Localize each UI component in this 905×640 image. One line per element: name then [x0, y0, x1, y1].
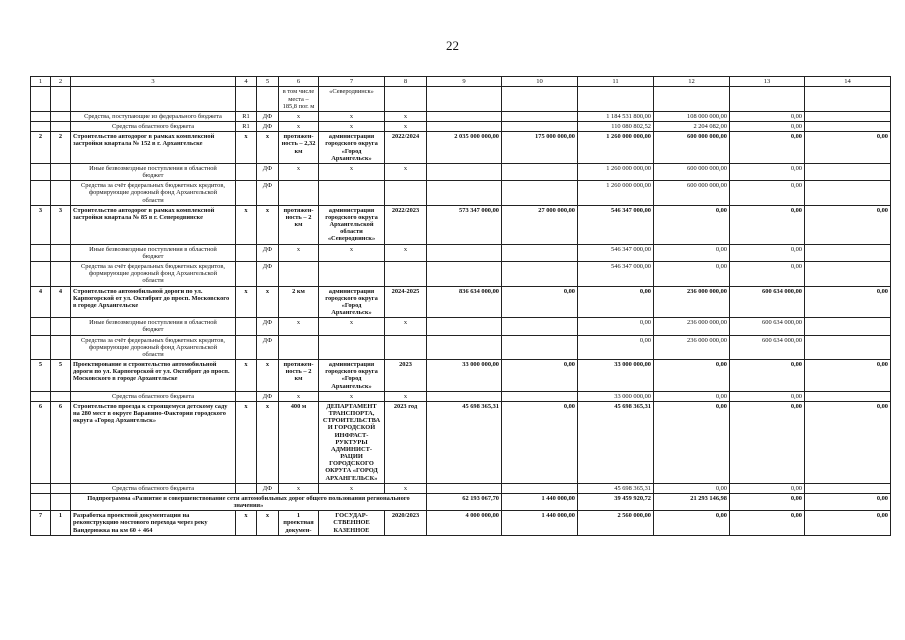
cell-code-r	[236, 391, 257, 401]
cell-description: Иные безвозмездные поступления в областной бюджет	[71, 163, 236, 180]
cell-description: Средства областного бюджета	[71, 391, 236, 401]
cell-year-5: 0,00	[805, 132, 891, 164]
cell-year-5	[805, 318, 891, 335]
cell-year-1: 0,00	[502, 286, 578, 318]
subprogram-label: Подпрограмма «Развитие и совершенствование сети автомобильных дорог общего пользования регионального значения»	[71, 493, 427, 510]
cell-year-3: 600 000 000,00	[654, 132, 730, 164]
cell-year-2: 546 347 000,00	[578, 261, 654, 286]
cell-year-2: 0,00	[578, 286, 654, 318]
cell-code-r: R1	[236, 111, 257, 121]
column-number-3: 3	[71, 77, 236, 87]
cell-no: 7	[31, 511, 51, 536]
cell-no	[31, 391, 51, 401]
cell-period: 2020/2023	[385, 511, 427, 536]
cell-year-2: 2 560 000,00	[578, 511, 654, 536]
table-row-item	[31, 511, 891, 536]
cell-no	[31, 111, 51, 121]
subprogram-value: 0,00	[805, 493, 891, 510]
cell-year-4: 0,00	[730, 181, 805, 206]
cell-period: х	[385, 111, 427, 121]
cell-year-3: 236 000 000,00	[654, 286, 730, 318]
column-number-13: 13	[730, 77, 805, 87]
cell-code-r	[236, 244, 257, 261]
cell-year-3: 0,00	[654, 401, 730, 483]
cell-total: 573 347 000,00	[427, 205, 502, 244]
cell-period: х	[385, 163, 427, 180]
cell-year-5	[805, 181, 891, 206]
cell-year-1: 0,00	[502, 360, 578, 392]
cell-total	[427, 111, 502, 121]
cell-year-3: 2 204 082,00	[654, 122, 730, 132]
cell-capacity	[279, 261, 319, 286]
cell-code-r: R1	[236, 122, 257, 132]
cell-description: Средства областного бюджета	[71, 483, 236, 493]
table-row-source	[31, 163, 891, 180]
cell-year-5	[805, 122, 891, 132]
cell-year-3: 236 000 000,00	[654, 335, 730, 360]
cell-capacity: х	[279, 391, 319, 401]
cell-capacity: х	[279, 483, 319, 493]
cell-year-1	[502, 122, 578, 132]
cell-year-2	[578, 87, 654, 112]
cell-source: х	[257, 286, 279, 318]
cell-year-1	[502, 483, 578, 493]
cell-year-3: 600 000 000,00	[654, 181, 730, 206]
cell-year-4: 0,00	[730, 483, 805, 493]
cell-year-1: 175 000 000,00	[502, 132, 578, 164]
cell-year-1: 0,00	[502, 401, 578, 483]
cell-year-2: 546 347 000,00	[578, 244, 654, 261]
cell-executor	[319, 261, 385, 286]
cell-year-4: 600 634 000,00	[730, 335, 805, 360]
cell-sub-no	[51, 391, 71, 401]
cell-capacity: х	[279, 244, 319, 261]
cell-sub-no: 4	[51, 286, 71, 318]
page-number: 22	[446, 38, 459, 53]
cell-period: х	[385, 391, 427, 401]
cell-description: Средства областного бюджета	[71, 122, 236, 132]
cell-year-5	[805, 87, 891, 112]
cell-total	[427, 244, 502, 261]
cell-source: ДФ	[257, 261, 279, 286]
cell-year-1: 1 440 000,00	[502, 511, 578, 536]
subprogram-row	[31, 493, 891, 510]
cell-executor: х	[319, 163, 385, 180]
column-number-14: 14	[805, 77, 891, 87]
cell-description: Средства за счёт федеральных бюджетных кредитов, формирующие дорожный фонд Архангельской области	[71, 335, 236, 360]
cell-total	[427, 87, 502, 112]
cell-year-2: 1 260 000 000,00	[578, 181, 654, 206]
table-row-source	[31, 318, 891, 335]
table-row-source	[31, 244, 891, 261]
cell-total	[427, 181, 502, 206]
cell-source	[257, 87, 279, 112]
cell-capacity: в том числе места – 185,8 пог. м	[279, 87, 319, 112]
cell-year-5	[805, 261, 891, 286]
cell-period: х	[385, 122, 427, 132]
cell-description	[71, 87, 236, 112]
cell-code-r	[236, 181, 257, 206]
cell-year-3: 108 000 000,00	[654, 111, 730, 121]
cell-description: Строительство проезда к строящемуся детскому саду на 280 мест в округе Варавино-Фактория городского округа «Город Архангельск»	[71, 401, 236, 483]
cell-total: 2 035 000 000,00	[427, 132, 502, 164]
cell-executor: х	[319, 122, 385, 132]
cell-code-r	[236, 87, 257, 112]
cell-no	[31, 335, 51, 360]
cell-source: х	[257, 132, 279, 164]
cell-year-4: 0,00	[730, 401, 805, 483]
cell-source: х	[257, 205, 279, 244]
cell-empty	[31, 493, 51, 510]
cell-sub-no: 6	[51, 401, 71, 483]
cell-no	[31, 122, 51, 132]
cell-sub-no	[51, 261, 71, 286]
cell-year-2: 45 698 365,31	[578, 483, 654, 493]
cell-year-5	[805, 244, 891, 261]
cell-no	[31, 318, 51, 335]
column-number-2: 2	[51, 77, 71, 87]
cell-code-r	[236, 483, 257, 493]
subprogram-value: 1 440 000,00	[502, 493, 578, 510]
cell-year-2: 1 260 000 000,00	[578, 163, 654, 180]
cell-year-3: 0,00	[654, 391, 730, 401]
cell-year-2: 45 698 365,31	[578, 401, 654, 483]
cell-year-4: 0,00	[730, 391, 805, 401]
cell-total	[427, 483, 502, 493]
cell-year-1	[502, 318, 578, 335]
column-number-12: 12	[654, 77, 730, 87]
table-row-source	[31, 111, 891, 121]
cell-year-1	[502, 181, 578, 206]
cell-year-4	[730, 87, 805, 112]
cell-year-1	[502, 391, 578, 401]
cell-year-4: 0,00	[730, 360, 805, 392]
cell-source: ДФ	[257, 244, 279, 261]
cell-year-2: 1 260 000 000,00	[578, 132, 654, 164]
cell-year-4: 600 634 000,00	[730, 286, 805, 318]
cell-period: х	[385, 244, 427, 261]
cell-description: Средства, поступающие из федерального бюджета	[71, 111, 236, 121]
cell-capacity: х	[279, 163, 319, 180]
cell-executor: х	[319, 111, 385, 121]
cell-year-4: 0,00	[730, 111, 805, 121]
table-row-item	[31, 360, 891, 392]
cell-description: Проектирование и строительство автомобильной дороги по ул. Карпогорской от ул. Октябрят до просп. Московского в городе Архангельске	[71, 360, 236, 392]
cell-executor: администрация городского округа «Город Архангельск»	[319, 360, 385, 392]
table-row-source	[31, 483, 891, 493]
cell-source: ДФ	[257, 181, 279, 206]
cell-sub-no	[51, 87, 71, 112]
cell-description: Строительство автодорог в рамках комплексной застройки квартала № 85 в г. Северодвинске	[71, 205, 236, 244]
cell-year-2: 33 000 000,00	[578, 360, 654, 392]
cell-year-2: 0,00	[578, 335, 654, 360]
cell-source: х	[257, 401, 279, 483]
cell-capacity: 400 м	[279, 401, 319, 483]
cell-year-5: 0,00	[805, 286, 891, 318]
cell-sub-no	[51, 111, 71, 121]
cell-source: ДФ	[257, 122, 279, 132]
cell-executor: администрация городского округа Архангельской области «Северодвинск»	[319, 205, 385, 244]
cell-executor: х	[319, 483, 385, 493]
cell-year-2: 1 184 531 800,00	[578, 111, 654, 121]
cell-executor: администрация городского округа «Город Архангельск»	[319, 286, 385, 318]
cell-year-5	[805, 391, 891, 401]
cell-total	[427, 122, 502, 132]
cell-year-3	[654, 87, 730, 112]
cell-source: х	[257, 360, 279, 392]
cell-total	[427, 335, 502, 360]
cell-source: ДФ	[257, 318, 279, 335]
cell-total: 45 698 365,31	[427, 401, 502, 483]
cell-year-3: 600 000 000,00	[654, 163, 730, 180]
cell-year-4: 0,00	[730, 163, 805, 180]
cell-period: х	[385, 483, 427, 493]
cell-capacity: 1 проектная докумен-	[279, 511, 319, 536]
cell-sub-no	[51, 163, 71, 180]
cell-total	[427, 261, 502, 286]
cell-period: 2022/2024	[385, 132, 427, 164]
cell-no: 2	[31, 132, 51, 164]
cell-no	[31, 261, 51, 286]
cell-no	[31, 483, 51, 493]
cell-year-5: 0,00	[805, 511, 891, 536]
cell-capacity: х	[279, 318, 319, 335]
budget-table	[30, 76, 891, 536]
cell-year-1: 27 000 000,00	[502, 205, 578, 244]
column-number-4: 4	[236, 77, 257, 87]
cell-year-2: 546 347 000,00	[578, 205, 654, 244]
cell-code-r	[236, 335, 257, 360]
cell-period: 2023	[385, 360, 427, 392]
cell-year-4: 0,00	[730, 511, 805, 536]
cell-code-r	[236, 261, 257, 286]
cell-executor	[319, 181, 385, 206]
cell-capacity: х	[279, 111, 319, 121]
subprogram-value: 62 193 067,70	[427, 493, 502, 510]
cell-period: 2024-2025	[385, 286, 427, 318]
cell-year-1	[502, 163, 578, 180]
cell-total	[427, 318, 502, 335]
cell-code-r	[236, 163, 257, 180]
cell-total: 33 000 000,00	[427, 360, 502, 392]
cell-sub-no: 2	[51, 132, 71, 164]
cell-executor: ДЕПАРТАМЕНТ ТРАНСПОРТА, СТРОИТЕЛЬСТВА И ГОРОДСКОЙ ИНФРАСТ-РУКТУРЫ АДМИНИСТ-РАЦИИ ГОРОДСКОГО ОКРУГА «ГОРОД АРХАНГЕЛЬСК»	[319, 401, 385, 483]
cell-year-4: 0,00	[730, 122, 805, 132]
cell-sub-no: 5	[51, 360, 71, 392]
cell-description: Иные безвозмездные поступления в областной бюджет	[71, 244, 236, 261]
cell-source: ДФ	[257, 335, 279, 360]
cell-year-5	[805, 163, 891, 180]
table-row-item	[31, 286, 891, 318]
cell-executor: ГОСУДАР-СТВЕННОЕ КАЗЕННОЕ	[319, 511, 385, 536]
cell-sub-no	[51, 483, 71, 493]
column-number-1: 1	[31, 77, 51, 87]
cell-code-r: х	[236, 401, 257, 483]
subprogram-value: 39 459 920,72	[578, 493, 654, 510]
cell-year-2: 33 000 000,00	[578, 391, 654, 401]
cell-period	[385, 261, 427, 286]
table-row-source	[31, 391, 891, 401]
cell-year-5: 0,00	[805, 401, 891, 483]
column-number-6: 6	[279, 77, 319, 87]
table-row-source	[31, 335, 891, 360]
column-number-9: 9	[427, 77, 502, 87]
cell-capacity	[279, 335, 319, 360]
cell-code-r: х	[236, 360, 257, 392]
cell-code-r	[236, 318, 257, 335]
cell-sub-no: 1	[51, 511, 71, 536]
cell-period	[385, 87, 427, 112]
column-number-7: 7	[319, 77, 385, 87]
cell-no	[31, 244, 51, 261]
cell-no	[31, 87, 51, 112]
cell-source: ДФ	[257, 111, 279, 121]
cell-executor: х	[319, 391, 385, 401]
cell-capacity	[279, 181, 319, 206]
cell-year-4: 0,00	[730, 205, 805, 244]
table-row-item	[31, 132, 891, 164]
cell-executor: «Северодвинск»	[319, 87, 385, 112]
cell-year-5: 0,00	[805, 360, 891, 392]
cell-capacity: х	[279, 122, 319, 132]
table-row-source	[31, 181, 891, 206]
cell-description: Строительство автодорог в рамках комплексной застройки квартала № 152 в г. Архангельске	[71, 132, 236, 164]
cell-capacity: протяжен-ность – 2 км	[279, 360, 319, 392]
cell-year-1	[502, 111, 578, 121]
cell-year-2: 0,00	[578, 318, 654, 335]
cell-year-3: 0,00	[654, 511, 730, 536]
column-number-11: 11	[578, 77, 654, 87]
table-row-source	[31, 87, 891, 112]
cell-description: Средства за счёт федеральных бюджетных кредитов, формирующие дорожный фонд Архангельской области	[71, 261, 236, 286]
cell-total	[427, 163, 502, 180]
cell-no: 3	[31, 205, 51, 244]
cell-year-4: 0,00	[730, 244, 805, 261]
cell-period	[385, 335, 427, 360]
column-number-8: 8	[385, 77, 427, 87]
cell-source: ДФ	[257, 391, 279, 401]
cell-source: ДФ	[257, 483, 279, 493]
cell-period: 2023 год	[385, 401, 427, 483]
cell-sub-no	[51, 335, 71, 360]
cell-code-r: х	[236, 511, 257, 536]
cell-sub-no: 3	[51, 205, 71, 244]
cell-sub-no	[51, 244, 71, 261]
cell-year-4: 0,00	[730, 132, 805, 164]
cell-capacity: протяжен-ность – 2,32 км	[279, 132, 319, 164]
cell-year-5: 0,00	[805, 205, 891, 244]
cell-year-5	[805, 111, 891, 121]
cell-no: 5	[31, 360, 51, 392]
cell-executor: администрация городского округа «Город Архангельск»	[319, 132, 385, 164]
cell-year-3: 0,00	[654, 483, 730, 493]
cell-year-1	[502, 244, 578, 261]
cell-total	[427, 391, 502, 401]
cell-period	[385, 181, 427, 206]
table-row-source	[31, 261, 891, 286]
subprogram-value: 21 293 146,98	[654, 493, 730, 510]
header-row	[31, 77, 891, 87]
cell-year-3: 0,00	[654, 244, 730, 261]
cell-year-1	[502, 87, 578, 112]
cell-period: х	[385, 318, 427, 335]
cell-year-2: 110 080 802,52	[578, 122, 654, 132]
cell-code-r: х	[236, 132, 257, 164]
cell-description: Разработка проектной документации на реконструкцию мостового перехода через реку Вандерюжка на км 60 + 464	[71, 511, 236, 536]
cell-capacity: протяжен-ность – 2 км	[279, 205, 319, 244]
cell-year-1	[502, 335, 578, 360]
cell-year-1	[502, 261, 578, 286]
table-row-source	[31, 122, 891, 132]
cell-capacity: 2 км	[279, 286, 319, 318]
cell-year-3: 0,00	[654, 360, 730, 392]
column-number-5: 5	[257, 77, 279, 87]
table-row-item	[31, 401, 891, 483]
cell-source: ДФ	[257, 163, 279, 180]
cell-no: 4	[31, 286, 51, 318]
cell-source: х	[257, 511, 279, 536]
cell-year-5	[805, 335, 891, 360]
cell-year-3: 0,00	[654, 261, 730, 286]
cell-executor: х	[319, 244, 385, 261]
cell-year-3: 236 000 000,00	[654, 318, 730, 335]
cell-description: Средства за счёт федеральных бюджетных кредитов, формирующие дорожный фонд Архангельской области	[71, 181, 236, 206]
cell-year-4: 0,00	[730, 261, 805, 286]
cell-sub-no	[51, 122, 71, 132]
cell-sub-no	[51, 181, 71, 206]
cell-year-4: 600 634 000,00	[730, 318, 805, 335]
column-number-10: 10	[502, 77, 578, 87]
cell-total: 4 000 000,00	[427, 511, 502, 536]
cell-empty	[51, 493, 71, 510]
cell-year-5	[805, 483, 891, 493]
cell-total: 836 634 000,00	[427, 286, 502, 318]
cell-year-3: 0,00	[654, 205, 730, 244]
table-row-item	[31, 205, 891, 244]
cell-executor	[319, 335, 385, 360]
cell-code-r: х	[236, 286, 257, 318]
cell-code-r: х	[236, 205, 257, 244]
cell-no	[31, 181, 51, 206]
subprogram-value: 0,00	[730, 493, 805, 510]
cell-executor: х	[319, 318, 385, 335]
cell-period: 2022/2023	[385, 205, 427, 244]
cell-no: 6	[31, 401, 51, 483]
cell-description: Строительство автомобильной дороги по ул. Карпогорской от ул. Октябрят до просп. Московского в городе Архангельске	[71, 286, 236, 318]
cell-no	[31, 163, 51, 180]
cell-description: Иные безвозмездные поступления в областной бюджет	[71, 318, 236, 335]
cell-sub-no	[51, 318, 71, 335]
